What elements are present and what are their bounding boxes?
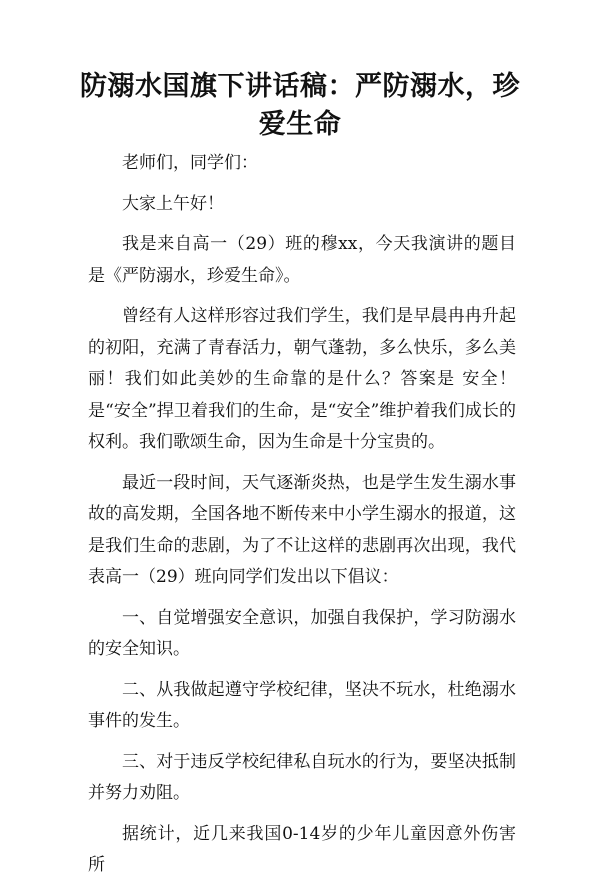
paragraph-statistics: 据统计，近几来我国0-14岁的少年儿童因意外伤害所 [88, 823, 516, 875]
paragraph-life-safety: 曾经有人这样形容过我们学生，我们是早晨冉冉升起的初阳，充满了青春活力，朝气蓬勃，多么快乐，多么美丽！我们如此美妙的生命靠的是什么？答案是 安全！是“安全”捍卫着我们的生命，是“安全”维护着我们成长的权利。我们歌颂生命，因为生命是十分宝贵的。 [88, 306, 516, 452]
document-title: 防溺水国旗下讲话稿：严防溺水，珍爱生命 [80, 71, 520, 140]
paragraph-proposal-1: 一、自觉增强安全意识，加强自我保护，学习防溺水的安全知识。 [88, 607, 516, 659]
paragraph-greeting: 老师们，同学们： [122, 153, 258, 173]
paragraph-proposal-3: 三、对于违反学校纪律私自玩水的行为，要坚决抵制并努力劝阻。 [88, 751, 516, 803]
paragraph-hello: 大家上午好！ [122, 193, 224, 214]
document-body [88, 148, 516, 882]
paragraph-proposal-2: 二、从我做起遵守学校纪律，坚决不玩水，杜绝溺水事件的发生。 [88, 679, 516, 731]
paragraph-recent: 最近一段时间，天气逐渐炎热，也是学生发生溺水事故的高发期，全国各地不断传来中小学生溺水的报道，这是我们生命的悲剧，为了不让这样的悲剧再次出现，我代表高一（29）班向同学们发出以下倡议： [88, 472, 516, 587]
paragraph-intro: 我是来自高一（29）班的穆xx，今天我演讲的题目是《严防溺水，珍爱生命》。 [88, 234, 516, 286]
